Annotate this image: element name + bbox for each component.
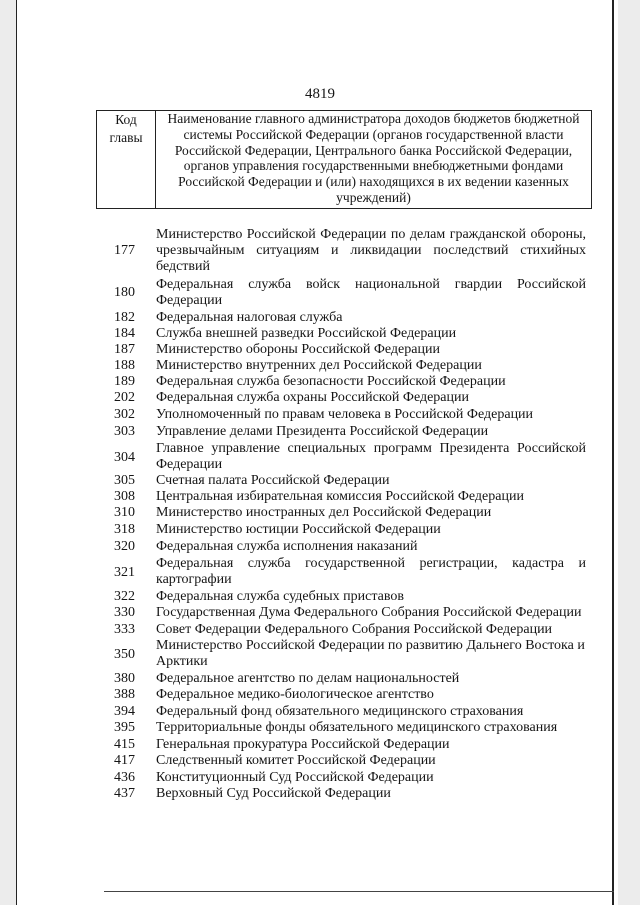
row-name: Федеральная служба войск национальной гвардии Российской Федерации [156, 277, 586, 309]
row-name: Счетная палата Российской Федерации [156, 473, 390, 488]
row-code: 320 [114, 539, 135, 554]
row-name: Федеральная служба безопасности Российской Федерации [156, 374, 506, 389]
row-code: 184 [114, 326, 135, 341]
row-name: Министерство Российской Федерации по развитию Дальнего Востока и Арктики [156, 638, 585, 670]
row-name: Территориальные фонды обязательного медицинского страхования [156, 720, 558, 735]
row-code: 330 [114, 605, 135, 620]
row-code: 189 [114, 374, 135, 389]
row-code: 321 [114, 565, 135, 580]
row-code: 394 [114, 704, 135, 719]
row-code: 310 [114, 505, 135, 520]
page-edge-left [16, 0, 17, 905]
row-name: Министерство Российской Федерации по делам гражданской обороны, чрезвычайным ситуациям и ликвидации последствий стихийных бедствий [156, 227, 586, 275]
row-code: 303 [114, 424, 135, 439]
row-code: 417 [114, 753, 135, 768]
row-name: Управление делами Президента Российской Федерации [156, 424, 489, 439]
row-code: 188 [114, 358, 135, 373]
row-name: Главное управление специальных программ Президента Российской Федерации [156, 441, 586, 473]
row-code: 180 [114, 285, 135, 300]
row-name: Федеральная служба судебных приставов [156, 589, 404, 604]
row-code: 308 [114, 489, 135, 504]
row-name: Следственный комитет Российской Федерации [156, 753, 436, 768]
row-name: Генеральная прокуратура Российской Федерации [156, 737, 450, 752]
row-code: 333 [114, 622, 135, 637]
row-code: 182 [114, 310, 135, 325]
row-code: 380 [114, 671, 135, 686]
row-code: 305 [114, 473, 135, 488]
row-code: 318 [114, 522, 135, 537]
row-name: Федеральная служба государственной регистрации, кадастра и картографии [156, 556, 586, 588]
row-name: Федеральная налоговая служба [156, 310, 343, 325]
row-name: Министерство внутренних дел Российской Федерации [156, 358, 482, 373]
row-name: Совет Федерации Федерального Собрания Российской Федерации [156, 622, 553, 637]
row-name: Министерство обороны Российской Федерации [156, 342, 440, 357]
row-name: Федеральная служба исполнения наказаний [156, 539, 418, 554]
row-name: Министерство иностранных дел Российской Федерации [156, 505, 492, 520]
row-name: Центральная избирательная комиссия Российской Федерации [156, 489, 524, 504]
page-edge-right [612, 0, 614, 905]
page-number: 4819 [305, 86, 335, 102]
row-code: 187 [114, 342, 135, 357]
row-code: 350 [114, 647, 135, 662]
header-code-line: Код [115, 112, 137, 127]
header-name-column: Наименование главного администратора доходов бюджетов бюджетной системы Российской Федерации (органов государственной власти Российской Федерации, Центрального банка Российской Федерации, органов управления государственными внебюджетными фондами Российской Федерации и (или) находящихся в их ведении казенных учреждений) [167, 111, 580, 205]
row-name: Федеральное агентство по делам национальностей [156, 671, 460, 686]
row-code: 437 [114, 786, 135, 801]
row-code: 302 [114, 407, 135, 422]
row-code: 304 [114, 450, 135, 465]
row-name: Служба внешней разведки Российской Федерации [156, 326, 457, 341]
row-name: Федеральное медико-биологическое агентство [156, 687, 434, 702]
row-code: 177 [114, 243, 135, 258]
header-code-column [97, 111, 156, 208]
row-name: Государственная Дума Федерального Собрания Российской Федерации [156, 605, 582, 620]
row-code: 415 [114, 737, 135, 752]
page-edge-bottom [104, 891, 614, 892]
row-code: 202 [114, 390, 135, 405]
table-header [96, 110, 592, 209]
row-code: 395 [114, 720, 135, 735]
row-code: 322 [114, 589, 135, 604]
row-name: Федеральный фонд обязательного медицинского страхования [156, 704, 524, 719]
row-name: Конституционный Суд Российской Федерации [156, 770, 434, 785]
row-name: Уполномоченный по правам человека в Российской Федерации [156, 407, 534, 422]
row-code: 436 [114, 770, 135, 785]
row-name: Верховный Суд Российской Федерации [156, 786, 391, 801]
header-code-line: главы [109, 130, 143, 145]
row-name: Министерство юстиции Российской Федерации [156, 522, 441, 537]
row-name: Федеральная служба охраны Российской Федерации [156, 390, 469, 405]
row-code: 388 [114, 687, 135, 702]
